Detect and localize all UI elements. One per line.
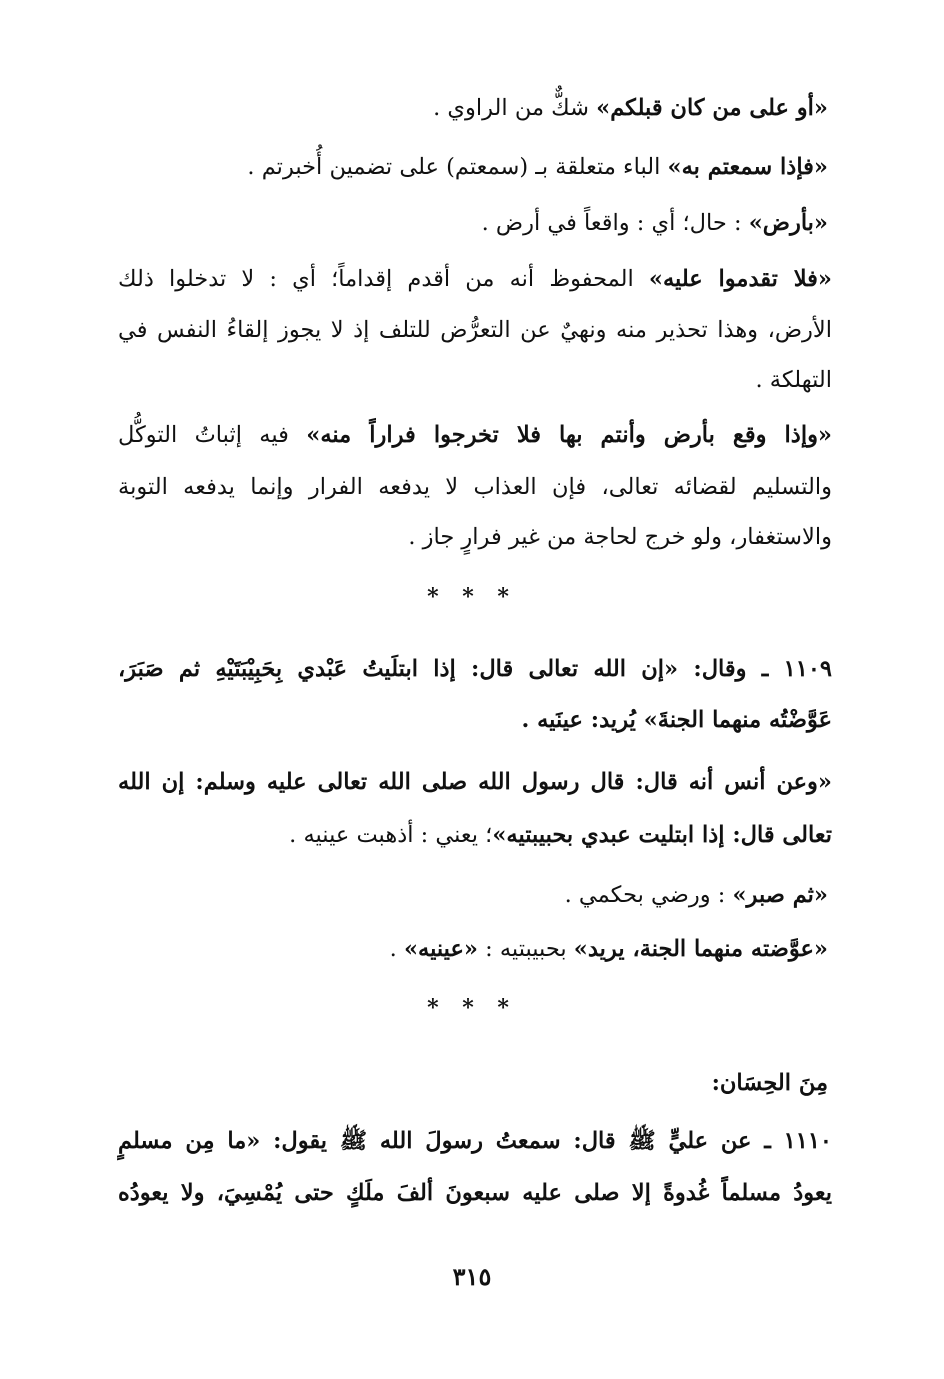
bold-phrase: يعودُ مسلماً غُدوةً إلا صلى عليه سبعونَ ألفَ ملَكٍ حتى يُمْسِيَ، ولا يعودُه [118,1180,832,1206]
plain-text: التهلكة . [755,367,832,393]
text-line-13 [289,818,832,852]
plain-text: : ورضي بحكمي . [564,882,733,908]
heading-text: مِنَ الحِسَان: [711,1070,828,1096]
bold-phrase: «وعن أنس أنه قال: قال رسول الله صلى الله تعالى عليه وسلم: إن الله [118,769,832,795]
bold-phrase: «أو على من كان قبلكم» [596,95,828,121]
text-line-8 [118,470,832,504]
plain-text: والتسليم لقضائه تعالى، فإن العذاب لا يدفعه الفرار وإنما يدفعه التوبة [118,474,832,500]
text-line-3 [482,206,828,240]
text-line-7 [118,418,832,452]
separator-stars: * * * [427,995,517,1021]
plain-text: : حال؛ أي : واقعاً في أرض . [481,210,749,236]
plain-text: المحفوظ أنه من أقدم إقداماً؛ أي : لا تدخلوا ذلك [118,266,649,292]
bold-phrase: «بأرض» [748,210,828,236]
plain-text: الأرض، وهذا تحذير منه ونهيٌ عن التعرُّض للتلف إذ لا يجوز إلقاءُ النفس في [118,317,832,343]
plain-text: ؛ يعني : أذهبت عينيه . [289,822,493,848]
text-line-2 [247,150,828,184]
hadith-1110-line-2 [118,1176,832,1210]
text-line-9 [408,520,832,554]
bold-phrase: «ثم صبر» [732,882,828,908]
plain-text: فيه إثباتُ التوكُّل [118,422,307,448]
hadith-1109-line-2 [521,703,832,737]
text-line-12 [118,765,832,799]
plain-text: الباء متعلقة بـ (سمعتم) على تضمين أُخبرتم . [247,154,668,180]
page-number: ٣١٥ [452,1262,492,1291]
bold-phrase: «وإذا وقع بأرض وأنتم بها فلا تخرجوا فراراً منه» [306,422,832,448]
bold-phrase: «فلا تقدموا عليه» [648,266,832,292]
bold-phrase: ١١٠٩ ـ وقال: «إن الله تعالى قال: إذا ابتلَيتُ عَبْدي بِحَبِيْبَتَيْهِ ثم صَبَرَ، [118,656,832,682]
plain-text: والاستغفار، ولو خرج لحاجة من غير فرارٍ جاز . [408,524,832,550]
text-line-15 [390,932,828,966]
plain-text: . [389,936,404,962]
text-line-4 [118,262,832,296]
bold-phrase: «فإذا سمعتم به» [667,154,828,180]
bold-phrase: «عينيه» [403,936,478,962]
bold-phrase: «عوَّضته منهما الجنة، يريد» [573,936,828,962]
bold-phrase: تعالى قال: إذا ابتليت عبدي بحبيبتيه» [492,822,832,848]
text-line-5 [118,313,832,347]
hadith-1109-line-1 [118,652,832,686]
plain-text: شكٌّ من الراوي . [433,95,597,121]
plain-text: بحبيبتيه : [477,936,574,962]
separator-stars: * * * [427,584,517,610]
hadith-1110-line-1 [118,1124,832,1158]
text-line-1 [433,91,828,125]
text-line-14 [565,878,828,912]
text-line-6 [755,363,832,397]
section-heading [712,1066,828,1100]
bold-phrase: عَوَّضْتُه منهما الجنةَ» يُريد: عينَيه . [521,707,832,733]
bold-phrase: ١١١٠ ـ عن عليٍّ ﷺ قال: سمعتُ رسولَ الله ﷺ يقول: «ما مِن مسلمٍ [118,1128,832,1154]
